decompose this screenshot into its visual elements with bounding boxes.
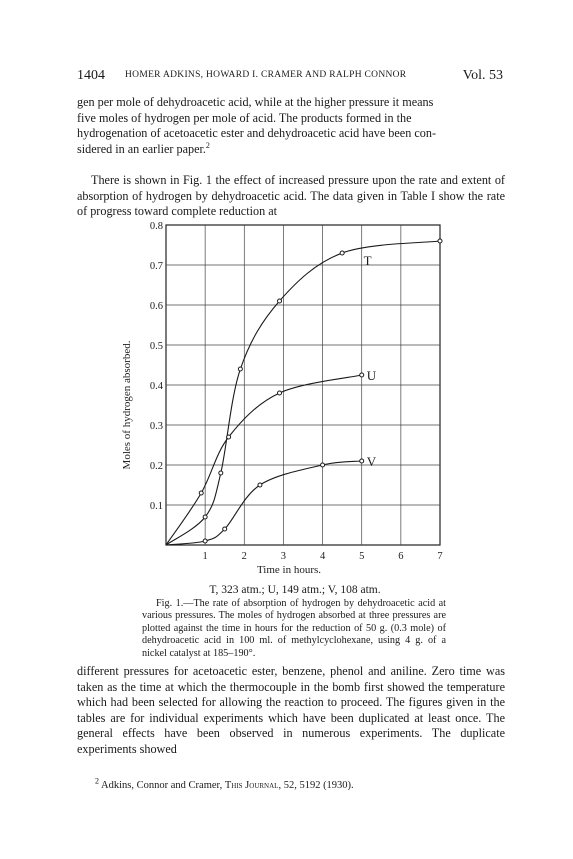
- footnote-ref: 2: [205, 140, 210, 150]
- y-tick-label: 0.6: [149, 301, 163, 312]
- data-point-T: [238, 367, 242, 371]
- x-tick-label: 5: [359, 551, 365, 562]
- volume-label: Vol. 53: [462, 68, 503, 83]
- x-tick-label: 4: [319, 551, 326, 562]
- series-label-V: V: [366, 454, 377, 469]
- y-axis-label: Moles of hydrogen absorbed.: [121, 340, 133, 470]
- data-point-V: [321, 463, 325, 467]
- x-tick-label: 3: [280, 551, 287, 562]
- x-tick-label: 6: [398, 551, 404, 562]
- x-axis-label: Time in hours.: [256, 564, 322, 576]
- footnote-mark: 2: [95, 776, 99, 786]
- data-point-T: [278, 299, 282, 303]
- paragraph-2: There is shown in Fig. 1 the effect of increased pressure upon the rate and extent of absorption of hydrogen by dehydroacetic acid. The data given in Table I show the rate of progress toward complete reduction at: [77, 173, 505, 219]
- page-number: 1404: [77, 68, 105, 83]
- y-tick-label: 0.1: [149, 501, 163, 512]
- paragraph-3: different pressures for acetoacetic ester, benzene, phenol and aniline. Zero time was taken as the time at which the thermocouple in the bomb first showed the temperature which had been selected for allowing the reaction to proceed. The figures given in the tables are for individual experiments which have been duplicated at least once. The general effects have been observed in numerous experiments. The duplicate experiments showed: [77, 664, 505, 756]
- data-point-V: [258, 483, 262, 487]
- journal-name: This Journal: [224, 780, 279, 791]
- y-tick-label: 0.7: [149, 261, 163, 272]
- data-point-T: [340, 251, 344, 255]
- x-tick-label: 1: [202, 551, 208, 562]
- paragraph-1-line: sidered in an earlier paper.$^2$: [77, 140, 210, 156]
- y-tick-label: 0.5: [149, 341, 163, 352]
- figure-pressures: T, 323 atm.; U, 149 atm.; V, 108 atm.: [209, 584, 381, 596]
- y-tick-label: 0.8: [149, 221, 163, 232]
- data-point-T: [219, 471, 223, 475]
- hydrogen-absorption-chart: [100, 215, 460, 585]
- footnote: $^2$ Adkins, Connor and Cramer, This Journal, 52, 5192 (1930).: [95, 776, 354, 791]
- data-point-U: [227, 435, 231, 439]
- data-point-V: [360, 459, 364, 463]
- y-tick-label: 0.2: [149, 461, 163, 472]
- series-label-T: T: [363, 253, 372, 268]
- page-header: [77, 68, 503, 86]
- data-point-U: [278, 391, 282, 395]
- data-point-T: [203, 515, 207, 519]
- y-tick-label: 0.4: [149, 381, 163, 392]
- series-line-U: [166, 375, 362, 545]
- x-tick-label: 7: [437, 551, 443, 562]
- paragraph-1-line: gen per mole of dehydroacetic acid, while at the higher pressure it means: [77, 95, 434, 109]
- data-point-V: [203, 539, 207, 543]
- data-point-T: [438, 239, 442, 243]
- data-point-V: [223, 527, 227, 531]
- paragraph-1-line: hydrogenation of acetoacetic ester and dehydroacetic acid have been con-: [77, 126, 437, 141]
- x-tick-label: 2: [241, 551, 247, 562]
- series-line-T: [166, 241, 440, 545]
- y-tick-label: 0.3: [149, 421, 163, 432]
- paragraph-1: [77, 95, 505, 157]
- data-point-U: [360, 373, 364, 377]
- running-authors: HOMER ADKINS, HOWARD I. CRAMER AND RALPH CONNOR: [125, 70, 407, 80]
- figure-caption: Fig. 1.—The rate of absorption of hydrogen by dehydroacetic acid at various pressures. The moles of hydrogen absorbed at three pressures are plotted against the time in hours for the reduction of 50 g. (0.3 mole) of dehydroacetic acid in 100 ml. of methylcyclohexane, using 4 g. of a nickel catalyst at 185–190°.: [142, 598, 446, 659]
- paragraph-1-line: five moles of hydrogen per mole of acid. The products formed in the: [77, 110, 412, 125]
- data-point-U: [199, 491, 203, 495]
- series-label-U: U: [366, 368, 377, 383]
